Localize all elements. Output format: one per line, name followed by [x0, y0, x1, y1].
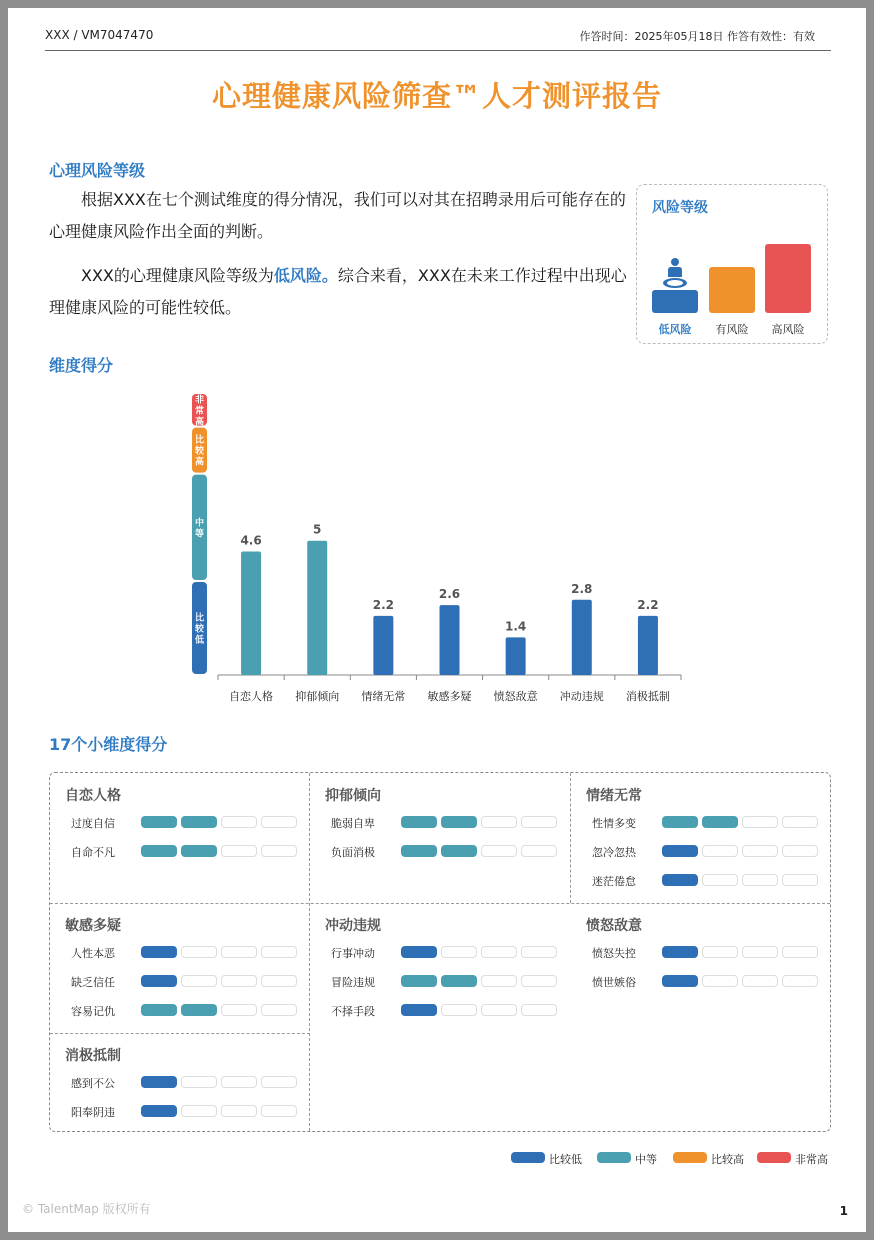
bar-3: [440, 605, 460, 675]
subdim-group-title: 冲动违规: [325, 918, 381, 934]
legend-label: 非常高: [795, 1153, 828, 1166]
level-pill: [261, 816, 297, 828]
subdim-label: 迷茫倦怠: [592, 875, 636, 888]
level-pill: [662, 816, 698, 828]
section-risk-title: 心理风险等级: [49, 161, 146, 180]
data-label-0: 4.6: [240, 533, 262, 548]
level-pill: [782, 874, 818, 886]
dimension-score-chart: [8, 8, 866, 728]
subdim-label: 阳奉阴违: [71, 1106, 115, 1119]
level-pill: [181, 1076, 217, 1088]
band-label-2-1: 较: [194, 446, 205, 457]
x-tick-label-3: 敏感多疑: [427, 690, 472, 703]
x-tick-label-6: 消极抵制: [625, 690, 670, 703]
level-pill: [782, 845, 818, 857]
band-label-2-2: 高: [194, 457, 205, 468]
level-pill: [662, 845, 698, 857]
subdim-group-title: 自恋人格: [65, 788, 121, 804]
x-tick-label-5: 冲动违规: [559, 690, 604, 703]
subdim-label: 自命不凡: [71, 846, 115, 859]
section-subdim-title: 17个小维度得分: [49, 735, 168, 754]
subdim-group-title: 消极抵制: [65, 1048, 121, 1064]
legend-swatch: [597, 1152, 631, 1163]
level-pill: [742, 874, 778, 886]
level-pill: [261, 1105, 297, 1117]
level-pill: [441, 946, 477, 958]
level-pill: [481, 816, 517, 828]
copyright: © TalentMap 版权所有: [22, 1202, 151, 1216]
data-label-1: 5: [313, 522, 322, 537]
subdim-label: 过度自信: [71, 817, 115, 830]
level-pill: [662, 975, 698, 987]
level-pill: [702, 975, 738, 987]
level-pill: [181, 1004, 217, 1016]
bar-4: [506, 637, 526, 675]
x-tick-label-1: 抑郁倾向: [295, 690, 340, 703]
data-label-6: 2.2: [637, 597, 659, 612]
level-pill: [261, 1004, 297, 1016]
grid-divider-h2: [50, 1033, 310, 1034]
band-label-3-1: 常: [194, 406, 205, 417]
risk-para2-pre: XXX的心理健康风险等级为: [81, 266, 274, 285]
level-pill: [742, 975, 778, 987]
subdim-label: 愤世嫉俗: [592, 976, 636, 989]
band-label-0-0: 比: [194, 613, 205, 624]
legend-swatch: [673, 1152, 707, 1163]
header-id: XXX / VM7047470: [45, 28, 154, 42]
data-label-2: 2.2: [372, 597, 394, 612]
subdimension-grid: [49, 772, 831, 1132]
subdim-label: 不择手段: [331, 1005, 375, 1018]
subdim-label: 行事冲动: [331, 947, 375, 960]
grid-divider-v1: [309, 773, 310, 1131]
subdim-label: 冒险违规: [331, 976, 375, 989]
level-pill: [782, 816, 818, 828]
level-pill: [221, 1076, 257, 1088]
level-pill: [401, 845, 437, 857]
legend-label: 中等: [635, 1153, 657, 1166]
report-title: 心理健康风险筛查™人才测评报告: [211, 79, 662, 113]
subdim-label: 负面消极: [331, 846, 375, 859]
level-pill: [441, 1004, 477, 1016]
level-pill: [221, 946, 257, 958]
legend-swatch: [511, 1152, 545, 1163]
subdim-group-title: 抑郁倾向: [325, 788, 381, 804]
level-pill: [662, 946, 698, 958]
level-pill: [181, 946, 217, 958]
level-pill: [441, 816, 477, 828]
subdim-group-title: 愤怒敌意: [586, 918, 642, 934]
level-pill: [261, 1076, 297, 1088]
level-pill: [662, 874, 698, 886]
level-pill: [742, 946, 778, 958]
risk-label-low: 低风险: [658, 323, 692, 336]
x-tick-label-0: 自恋人格: [229, 690, 274, 703]
level-pill: [521, 845, 557, 857]
level-pill: [481, 845, 517, 857]
bar-6: [638, 616, 658, 675]
risk-para2-post: 综合来看，XXX在未来工作过程中出现心理健康风险的可能性较低。: [49, 266, 627, 317]
level-pill: [401, 1004, 437, 1016]
subdim-label: 人性本恶: [71, 947, 115, 960]
level-pill: [521, 975, 557, 987]
grid-divider-v2: [570, 773, 571, 903]
section-dimension-title: 维度得分: [49, 356, 114, 375]
bar-0: [241, 551, 261, 675]
level-pill: [441, 975, 477, 987]
level-pill: [521, 1004, 557, 1016]
subdim-label: 脆弱自卑: [331, 817, 375, 830]
level-pill: [141, 1076, 177, 1088]
level-pill: [221, 816, 257, 828]
bar-1: [307, 541, 327, 675]
level-pill: [742, 816, 778, 828]
page-number: 1: [839, 1204, 848, 1218]
level-pill: [401, 975, 437, 987]
level-pill: [401, 816, 437, 828]
level-pill: [782, 946, 818, 958]
level-pill: [481, 1004, 517, 1016]
risk-level-highlight: 低风险。: [273, 266, 338, 285]
bar-5: [572, 600, 592, 675]
level-pill: [702, 845, 738, 857]
level-pill: [261, 946, 297, 958]
level-pill: [181, 816, 217, 828]
legend-swatch: [757, 1152, 791, 1163]
subdim-label: 感到不公: [71, 1077, 115, 1090]
subdim-label: 容易记仇: [71, 1005, 115, 1018]
band-label-2-0: 比: [194, 435, 205, 446]
level-pill: [521, 946, 557, 958]
level-pill: [141, 975, 177, 987]
subdim-label: 缺乏信任: [71, 976, 115, 989]
level-pill: [221, 845, 257, 857]
risk-box-title: 风险等级: [652, 200, 708, 216]
risk-paragraph-1: 根据XXX在七个测试维度的得分情况，我们可以对其在招聘录用后可能存在的心理健康风险作出全面的判断。: [49, 190, 626, 241]
data-label-4: 1.4: [505, 619, 527, 634]
subdim-group-title: 敏感多疑: [65, 918, 121, 934]
legend-label: 比较低: [549, 1153, 582, 1166]
level-pill: [782, 975, 818, 987]
x-tick-label-4: 愤怒敌意: [493, 690, 538, 703]
level-pill: [221, 975, 257, 987]
level-pill: [481, 946, 517, 958]
subdim-label: 愤怒失控: [592, 947, 636, 960]
level-pill: [141, 1004, 177, 1016]
band-label-3-2: 高: [194, 417, 205, 428]
level-pill: [742, 845, 778, 857]
level-pill: [261, 975, 297, 987]
report-page: [8, 8, 866, 1232]
level-pill: [181, 845, 217, 857]
risk-label-medium: 有风险: [715, 323, 749, 336]
legend-label: 比较高: [711, 1153, 744, 1166]
level-pill: [221, 1105, 257, 1117]
subdim-group-title: 情绪无常: [586, 788, 642, 804]
level-pill: [401, 946, 437, 958]
level-pill: [702, 946, 738, 958]
subdim-label: 忽冷忽热: [592, 846, 636, 859]
data-label-5: 2.8: [571, 581, 593, 596]
band-label-1-0: 中: [194, 518, 205, 529]
level-pill: [141, 1105, 177, 1117]
level-pill: [261, 845, 297, 857]
band-label-0-1: 较: [194, 624, 205, 635]
x-tick-label-2: 情绪无常: [361, 690, 406, 703]
level-pill: [702, 874, 738, 886]
level-pill: [221, 1004, 257, 1016]
level-pill: [181, 1105, 217, 1117]
level-pill: [481, 975, 517, 987]
band-label-1-1: 等: [194, 529, 205, 540]
level-pill: [702, 816, 738, 828]
subdim-label: 性情多变: [592, 817, 636, 830]
level-pill: [141, 816, 177, 828]
header-meta: 作答时间：2025年05月18日 作答有效性：有效: [579, 30, 815, 43]
bar-2: [373, 616, 393, 675]
band-label-3-0: 非: [194, 395, 205, 406]
grid-divider-h1: [50, 903, 830, 904]
band-label-0-2: 低: [194, 635, 205, 646]
level-pill: [141, 946, 177, 958]
level-pill: [441, 845, 477, 857]
level-pill: [141, 845, 177, 857]
level-pill: [181, 975, 217, 987]
level-pill: [521, 816, 557, 828]
data-label-3: 2.6: [438, 587, 461, 602]
risk-label-high: 高风险: [771, 323, 805, 336]
